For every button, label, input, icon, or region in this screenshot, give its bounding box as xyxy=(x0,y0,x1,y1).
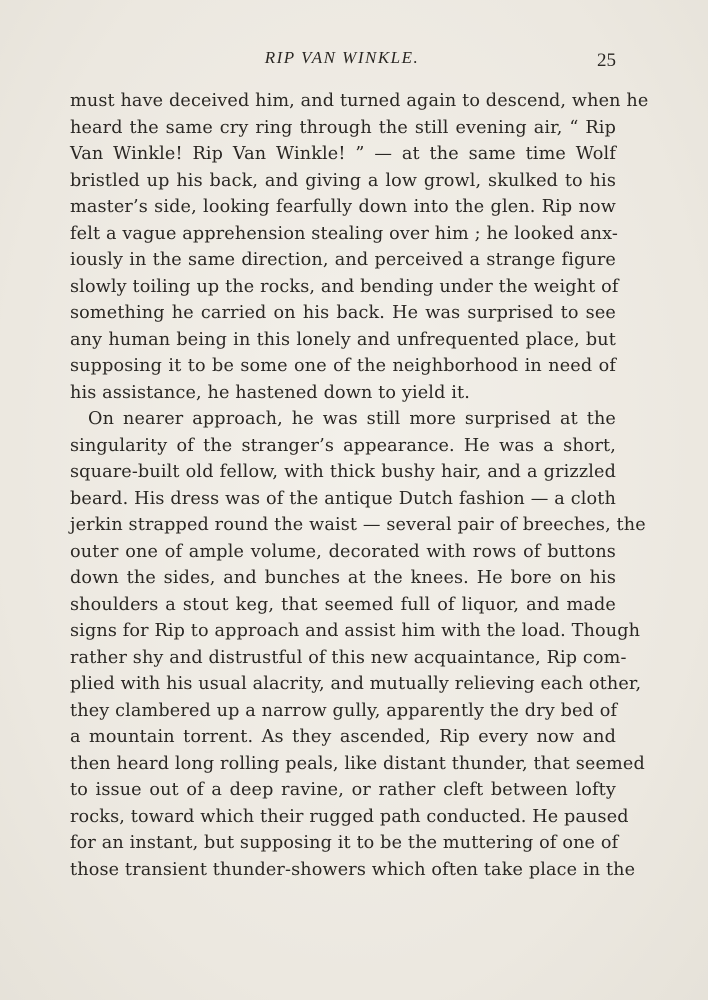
text-line: for an instant, but supposing it to be the muttering of one of xyxy=(70,833,619,853)
text-line: any human being in this lonely and unfrequented place, but xyxy=(70,329,616,350)
text-line: plied with his usual alacrity, and mutually relieving each other, xyxy=(70,674,642,694)
page-number: 25 xyxy=(597,50,616,71)
text-line: On nearer approach, he was still more surprised at the xyxy=(88,409,616,429)
text-line: heard the same cry ring through the still evening air, “ Rip xyxy=(70,117,616,138)
text-line: supposing it to be some one of the neighborhood in need of xyxy=(70,356,616,376)
text-line: felt a vague apprehension stealing over him ; he looked anx- xyxy=(70,223,618,244)
text-line: something he carried on his back. He was surprised to see xyxy=(70,303,616,323)
text-line: those transient thunder-showers which often take place in the xyxy=(70,859,636,880)
text-line: bristled up his back, and giving a low growl, skulked to his xyxy=(70,170,616,191)
text-line: a mountain torrent. As they ascended, Rip every now and xyxy=(70,727,616,747)
running-title: RIP VAN WINKLE. xyxy=(264,48,420,67)
text-line: then heard long rolling peals, like distant thunder, that seemed xyxy=(70,753,645,774)
text-line: beard. His dress was of the antique Dutch fashion — a cloth xyxy=(70,488,616,509)
text-line: square-built old fellow, with thick bushy hair, and a grizzled xyxy=(70,462,616,482)
text-line: Van Winkle! Rip Van Winkle! ” — at the same time Wolf xyxy=(70,144,616,164)
text-line: they clambered up a narrow gully, apparently the dry bed of xyxy=(70,700,618,721)
text-line: to issue out of a deep ravine, or rather cleft between lofty xyxy=(70,780,616,800)
text-line: shoulders a stout keg, that seemed full of liquor, and made xyxy=(70,594,616,615)
text-line: slowly toiling up the rocks, and bending under the weight of xyxy=(70,276,619,297)
text-line: jerkin strapped round the waist — several pair of breeches, the xyxy=(70,515,646,535)
text-line: signs for Rip to approach and assist him with the load. Though xyxy=(70,621,641,641)
paragraph-2 xyxy=(70,406,646,883)
text-line: his assistance, he hastened down to yield it. xyxy=(70,382,470,403)
body-text xyxy=(70,88,649,883)
text-line: must have deceived him, and turned again to descend, when he xyxy=(70,91,649,111)
paragraph-1 xyxy=(70,88,649,406)
text-line: down the sides, and bunches at the knees. He bore on his xyxy=(70,568,616,588)
text-line: rather shy and distrustful of this new acquaintance, Rip com- xyxy=(70,647,627,668)
text-line: singularity of the stranger’s appearance. He was a short, xyxy=(70,435,616,456)
text-line: iously in the same direction, and perceived a strange figure xyxy=(70,250,616,270)
text-line: outer one of ample volume, decorated with rows of buttons xyxy=(70,541,616,562)
running-head xyxy=(0,48,708,78)
text-line: rocks, toward which their rugged path conducted. He paused xyxy=(70,806,629,827)
text-line: master’s side, looking fearfully down into the glen. Rip now xyxy=(70,197,616,217)
